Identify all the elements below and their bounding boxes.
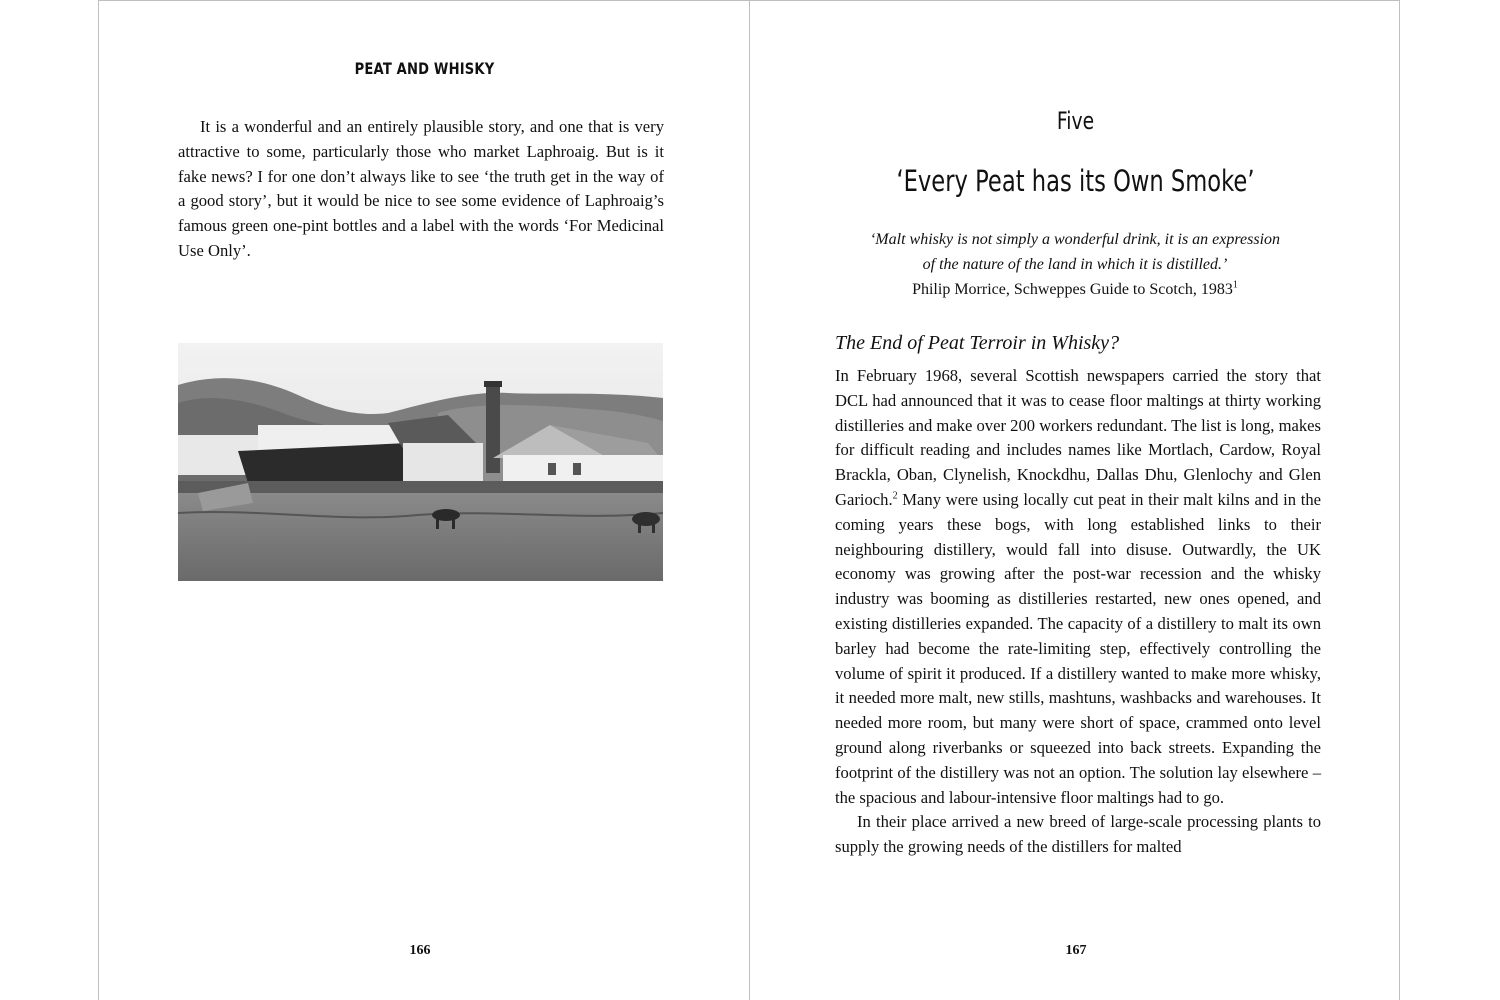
distillery-photo <box>178 343 663 581</box>
right-body-text <box>835 364 1321 860</box>
paragraph-text: Many were using locally cut peat in their malt kilns and in the coming years these bogs, with long established links to their neighbouring distillery, would fall into disuse. Outwardly, the UK economy was growing after the post-war recession and the whisky industry was booming as distilleries restarted, new ones opened, and existing distilleries expanded. The capacity of a distillery to malt its own barley had become the rate-limiting step, effectively controlling the volume of spirit it produced. If a distillery wanted to make more whisky, it needed more malt, new stills, mashtuns, washbacks and warehouses. It needed more room, but many were short of space, crammed onto level ground along riverbanks or squeezed into back streets. Expanding the footprint of the distillery was not an option. The solution lay elsewhere – the spacious and labour-intensive floor maltings had to go. <box>835 489 1321 807</box>
chapter-number: Five <box>1056 107 1095 135</box>
epigraph-quote-line: ‘Malt whisky is not simply a wonderful drink, it is an expression <box>869 231 1281 248</box>
paragraph-text: In February 1968, several Scottish newspapers carried the story that DCL had announced that it was to cease floor maltings at thirty working distilleries and make over 200 workers redundant. The list is long, makes for difficult reading and includes names like Mortlach, Cardow, Royal Brackla, Oban, Clynelish, Knockdhu, Dallas Dhu, Glenlochy and Glen Garioch. <box>835 366 1321 509</box>
page-number: 166 <box>409 943 431 958</box>
paragraph <box>835 364 1321 810</box>
epigraph <box>810 227 1340 302</box>
left-body-text <box>178 115 664 264</box>
epigraph-attribution <box>810 277 1340 302</box>
footnote-marker: 1 <box>1232 279 1238 291</box>
left-page <box>98 0 749 1000</box>
page-number: 167 <box>1065 943 1087 958</box>
running-head: PEAT AND WHISKY <box>354 59 495 78</box>
footnote-marker: 2 <box>892 490 898 502</box>
paragraph: In their place arrived a new breed of large-scale processing plants to supply the growing needs of the distillers for malted <box>835 812 1321 857</box>
right-page <box>749 0 1400 1000</box>
attribution-text: Philip Morrice, Schweppes Guide to Scotch, 1983 <box>912 281 1233 298</box>
left-paragraph: It is a wonderful and an entirely plausible story, and one that is very attractive to some, particularly those who market Laphroaig. But is it fake news? I for one don’t always like to see ‘the truth get in the way of a good story’, but it would be nice to see some evidence of Laphroaig’s famous green one-pint bottles and a label with the words ‘For Medicinal Use Only’. <box>178 117 664 260</box>
section-heading: The End of Peat Terroir in Whisky? <box>835 332 1120 354</box>
chapter-title: ‘Every Peat has its Own Smoke’ <box>896 164 1255 198</box>
epigraph-quote-line: of the nature of the land in which it is distilled.’ <box>922 256 1228 273</box>
